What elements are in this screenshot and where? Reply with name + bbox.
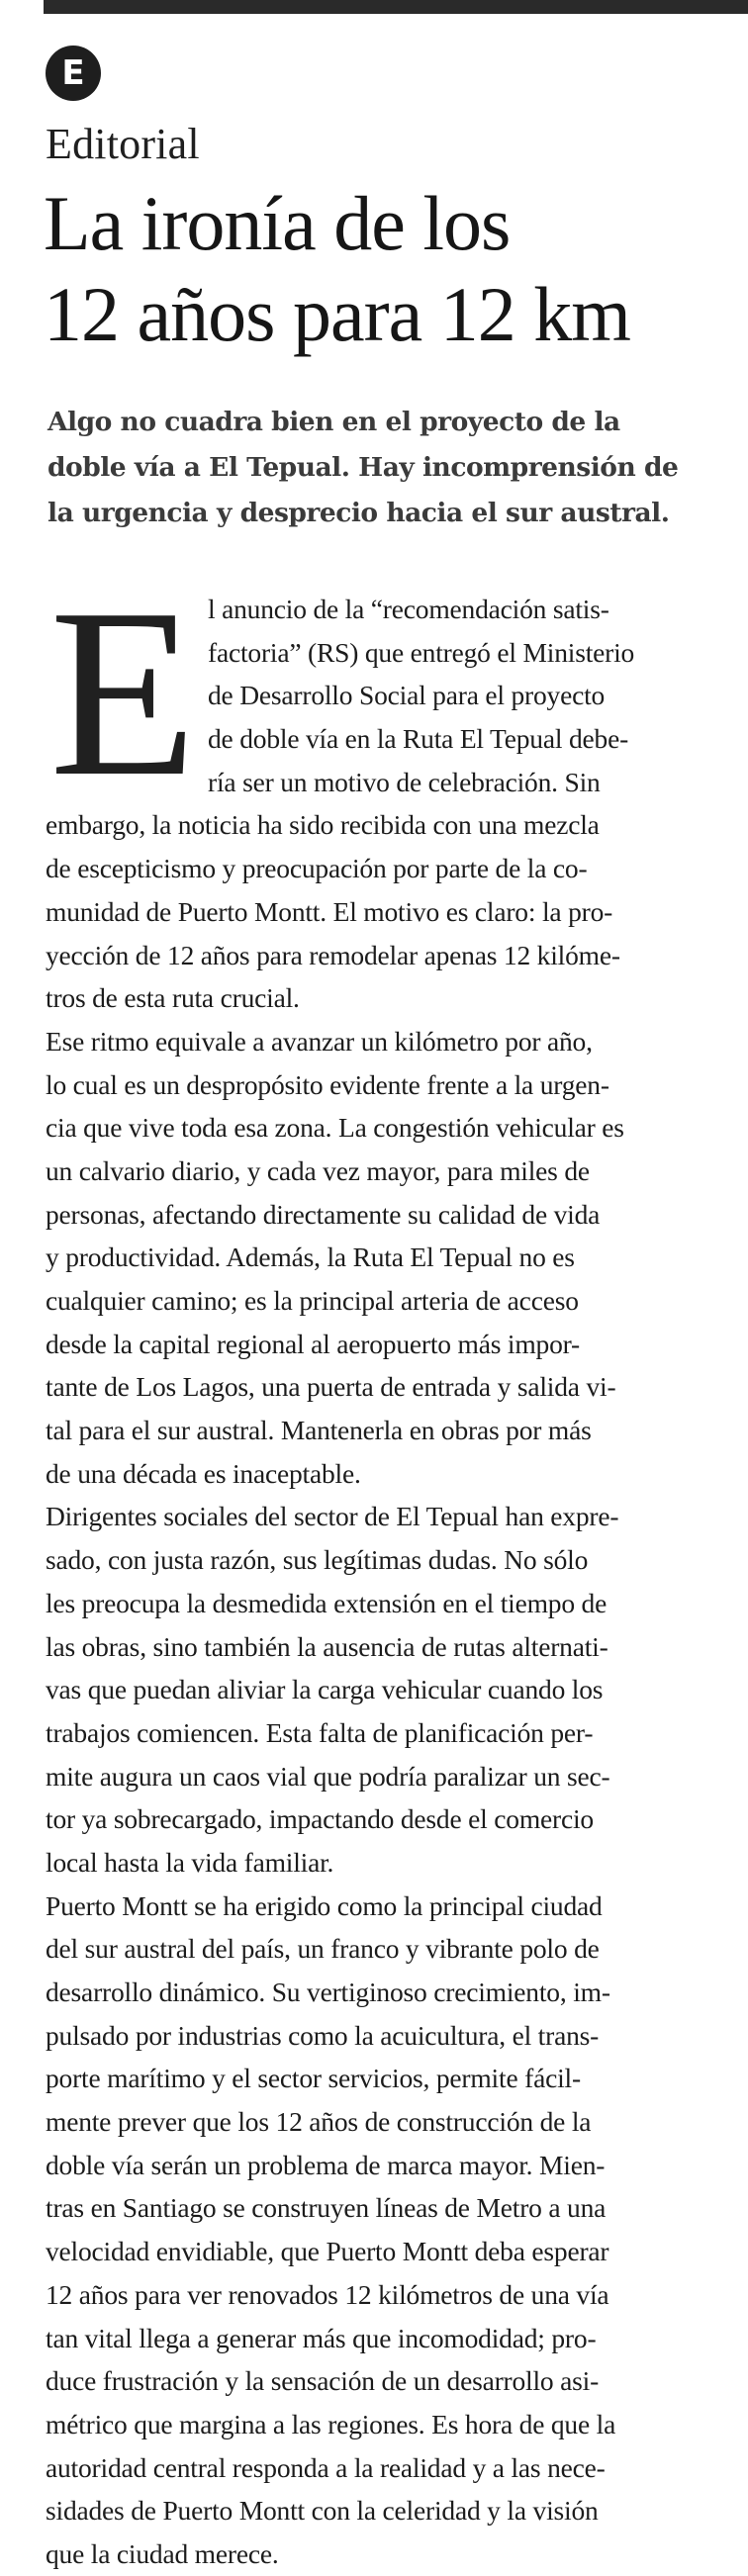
article-line: trabajos comiencen. Esta falta de planificación per- bbox=[46, 1716, 594, 1748]
article-line: tros de esta ruta crucial. bbox=[46, 982, 300, 1014]
article-line: cia que vive toda esa zona. La congestión vehicular es bbox=[46, 1112, 624, 1144]
article-line: pulsado por industrias como la acuicultura, el trans- bbox=[46, 2019, 600, 2051]
article-line: de doble vía en la Ruta El Tepual debe- bbox=[208, 723, 629, 755]
article-line: autoridad central responda a la realidad y a las nece- bbox=[46, 2451, 606, 2483]
article-line: desarrollo dinámico. Su vertiginoso crecimiento, im- bbox=[46, 1977, 610, 2007]
article-line: velocidad envidiable, que Puerto Montt deba esperar bbox=[46, 2236, 609, 2267]
article-line: porte marítimo y el sector servicios, permite fácil- bbox=[46, 2063, 581, 2094]
article-line: tor ya sobrecargado, impactando desde el comercio bbox=[46, 1803, 594, 1835]
article-line: de una década es inaceptable. bbox=[46, 1457, 361, 1489]
article-line: ría ser un motivo de celebración. Sin bbox=[208, 766, 601, 797]
article-line: métrico que margina a las regiones. Es hora de que la bbox=[46, 2408, 616, 2439]
section-label: Editorial bbox=[46, 120, 200, 168]
article-line: l anuncio de la “recomendación satis- bbox=[208, 594, 609, 624]
article-line: las obras, sino también la ausencia de rutas alternati- bbox=[46, 1630, 608, 1662]
article-line: de Desarrollo Social para el proyecto bbox=[208, 680, 606, 711]
article-line: y productividad. Además, la Ruta El Tepual no es bbox=[46, 1242, 575, 1273]
article-line: duce frustración y la sensación de un desarrollo asi- bbox=[46, 2365, 600, 2397]
article-line: que la ciudad merece. bbox=[46, 2537, 279, 2569]
deck-line: Algo no cuadra bien en el proyecto de la bbox=[47, 407, 620, 437]
headline-line: 12 años para 12 km bbox=[44, 271, 630, 357]
article-line: sado, con justa razón, sus legítimas dudas. No sólo bbox=[46, 1544, 589, 1576]
article-line: mente prever que los 12 años de construcción de la bbox=[46, 2106, 592, 2138]
article-line: Ese ritmo equivale a avanzar un kilómetro por año, bbox=[46, 1025, 593, 1057]
article-line: del sur austral del país, un franco y vibrante polo de bbox=[46, 1933, 600, 1965]
article-body bbox=[46, 559, 738, 2576]
article-line: tal para el sur austral. Mantenerla en obras por más bbox=[46, 1415, 592, 1446]
top-rule bbox=[44, 0, 748, 14]
article-line: doble vía serán un problema de marca mayor. Mien- bbox=[46, 2149, 606, 2180]
article-line: tras en Santiago se construyen líneas de Metro a una bbox=[46, 2192, 607, 2224]
article-line: personas, afectando directamente su calidad de vida bbox=[46, 1198, 601, 1230]
article-line: factoria” (RS) que entregó el Ministerio bbox=[208, 636, 635, 668]
article-line: Puerto Montt se ha erigido como la principal ciudad bbox=[46, 1889, 603, 1921]
article-line: 12 años para ver renovados 12 kilómetros de una vía bbox=[46, 2278, 609, 2310]
article-line: mite augura un caos vial que podría paralizar un sec- bbox=[46, 1760, 610, 1792]
article-line: vas que puedan aliviar la carga vehicular cuando los bbox=[46, 1674, 604, 1705]
deck-subheadline bbox=[47, 400, 730, 536]
article-line: les preocupa la desmedida extensión en el tiempo de bbox=[46, 1587, 608, 1618]
article-line: sidades de Puerto Montt con la celeridad y la visión bbox=[46, 2495, 599, 2527]
article-line: yección de 12 años para remodelar apenas 12 kilóme- bbox=[46, 939, 620, 970]
article-line: Dirigentes sociales del sector de El Tepual han expre- bbox=[46, 1501, 619, 1532]
drop-cap: E bbox=[49, 559, 198, 826]
article-line: tan vital llega a generar más que incomodidad; pro- bbox=[46, 2322, 597, 2353]
deck-line: doble vía a El Tepual. Hay incomprensión de bbox=[47, 452, 679, 483]
article-line: local hasta la vida familiar. bbox=[46, 1846, 334, 1878]
article-line: munidad de Puerto Montt. El motivo es claro: la pro- bbox=[46, 895, 613, 927]
article-line: un calvario diario, y cada vez mayor, para miles de bbox=[46, 1154, 590, 1186]
article-line: desde la capital regional al aeropuerto más impor- bbox=[46, 1328, 580, 1359]
headline-line: La ironía de los bbox=[44, 180, 511, 266]
article-line: tante de Los Lagos, una puerta de entrada y salida vi- bbox=[46, 1371, 616, 1403]
article-line: cualquier camino; es la principal arteria de acceso bbox=[46, 1285, 579, 1316]
headline bbox=[44, 178, 736, 360]
section-badge: E bbox=[46, 46, 101, 101]
article-line: lo cual es un despropósito evidente frente a la urgen- bbox=[46, 1068, 609, 1100]
article-line: de escepticismo y preocupación por parte de la co- bbox=[46, 853, 588, 884]
deck-line: la urgencia y desprecio hacia el sur austral. bbox=[47, 498, 670, 528]
article-line: embargo, la noticia ha sido recibida con una mezcla bbox=[46, 809, 600, 841]
